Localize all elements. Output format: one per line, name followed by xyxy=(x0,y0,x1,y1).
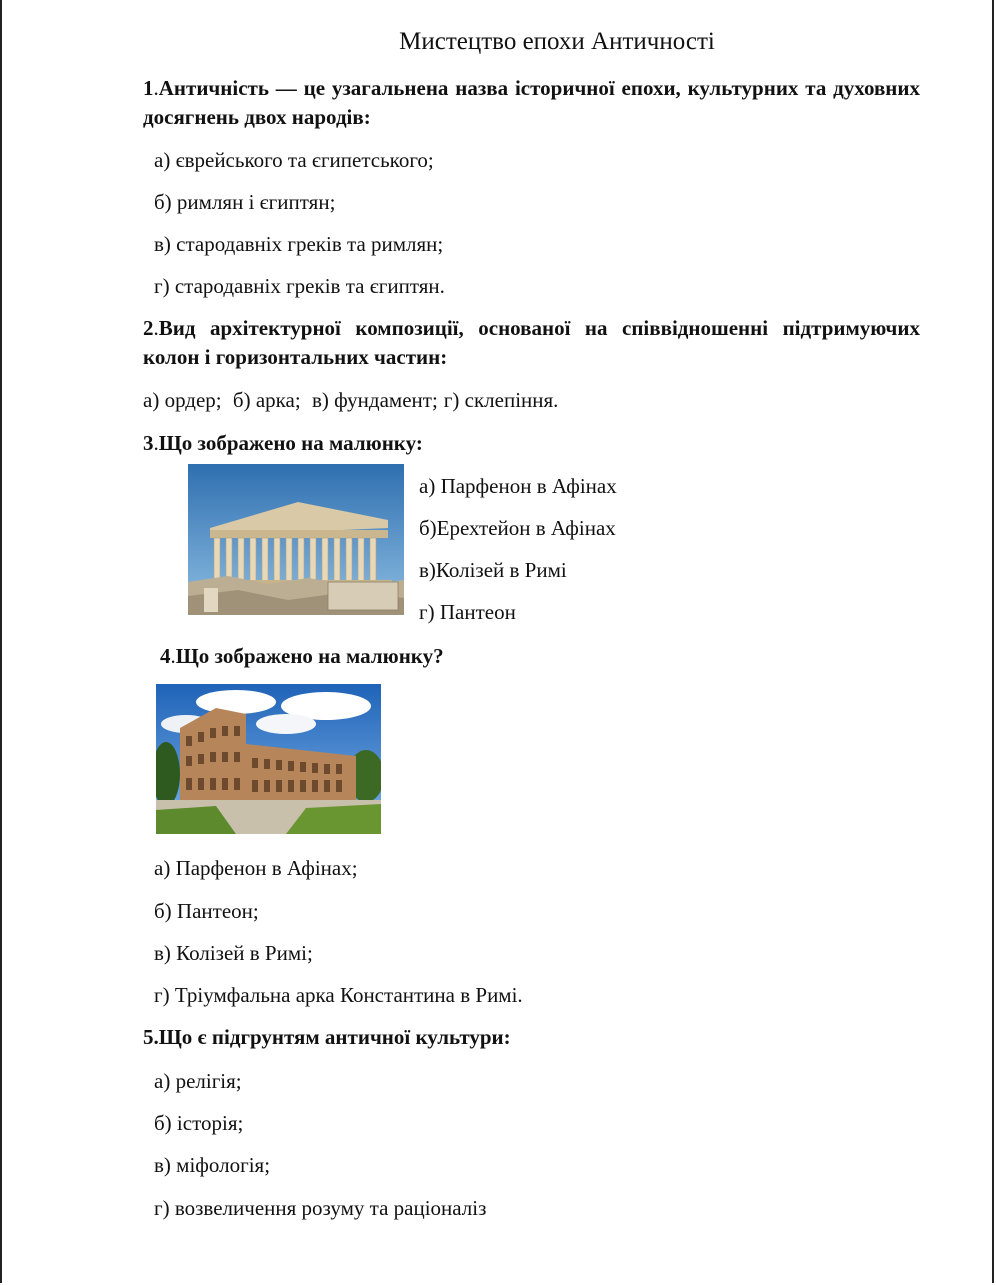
parthenon-image xyxy=(188,464,404,615)
q1-option-a: а) єврейського та єгипетського; xyxy=(154,148,434,172)
question-4-text: Що зображено на малюнку? xyxy=(175,644,444,668)
question-1-text: Античність — це узагальнена назва історичної епохи, культурних та духовних досягнень двох народів: xyxy=(143,76,920,129)
question-5-text: Що є підгрунтям античної культури: xyxy=(158,1025,511,1049)
q5-option-d: г) возвеличення розуму та раціоналіз xyxy=(154,1196,487,1220)
q4-option-d: г) Тріумфальна арка Константина в Римі. xyxy=(154,983,523,1007)
q3-option-d: г) Пантеон xyxy=(419,600,516,624)
q5-option-a: а) релігія; xyxy=(154,1069,242,1093)
q1-option-d: г) стародавніх греків та єгиптян. xyxy=(154,274,445,298)
question-4-number: 4 xyxy=(160,644,171,668)
question-5-number: 5. xyxy=(143,1025,159,1049)
q3-option-a: а) Парфенон в Афінах xyxy=(419,474,617,498)
question-2-text: Вид архітектурної композиції, основаної на співвідношенні підтримуючих колон і горизонтальних частин: xyxy=(143,316,920,369)
q2-option-c: в) фундамент; xyxy=(311,388,438,412)
colosseum-image xyxy=(156,684,381,834)
q3-option-c: в)Колізей в Римі xyxy=(419,558,567,582)
q2-option-b: б) арка; xyxy=(232,388,301,412)
q2-options xyxy=(143,387,564,413)
q2-option-d: г) склепіння. xyxy=(443,388,559,412)
q5-option-b: б) історія; xyxy=(154,1111,244,1135)
q4-option-a: а) Парфенон в Афінах; xyxy=(154,856,358,880)
q1-option-c: в) стародавніх греків та римлян; xyxy=(154,232,444,256)
question-1: 1.Античність — це узагальнена назва історичної епохи, культурних та духовних досягнень двох народів: xyxy=(143,76,920,129)
question-5 xyxy=(143,1023,920,1052)
question-2: 2.Вид архітектурної композиції, основаної на співвідношенні підтримуючих колон і горизонтальних частин: xyxy=(143,316,920,369)
q2-option-a: а) ордер; xyxy=(143,388,222,412)
question-3: 3.Що зображено на малюнку: xyxy=(143,431,423,455)
question-4: 4.Що зображено на малюнку? xyxy=(160,644,444,668)
page-title: Мистецтво епохи Античності xyxy=(399,28,715,55)
q4-option-c: в) Колізей в Римі; xyxy=(154,941,313,965)
question-1-number: 1 xyxy=(143,76,154,100)
q1-option-b: б) римлян і єгиптян; xyxy=(154,190,336,214)
q3-option-b: б)Ерехтейон в Афінах xyxy=(419,516,616,540)
question-3-text: Що зображено на малюнку: xyxy=(158,431,423,455)
q5-option-c: в) міфологія; xyxy=(154,1153,271,1177)
q4-option-b: б) Пантеон; xyxy=(154,899,259,923)
question-3-number: 3 xyxy=(143,431,154,455)
question-2-number: 2 xyxy=(143,316,154,340)
